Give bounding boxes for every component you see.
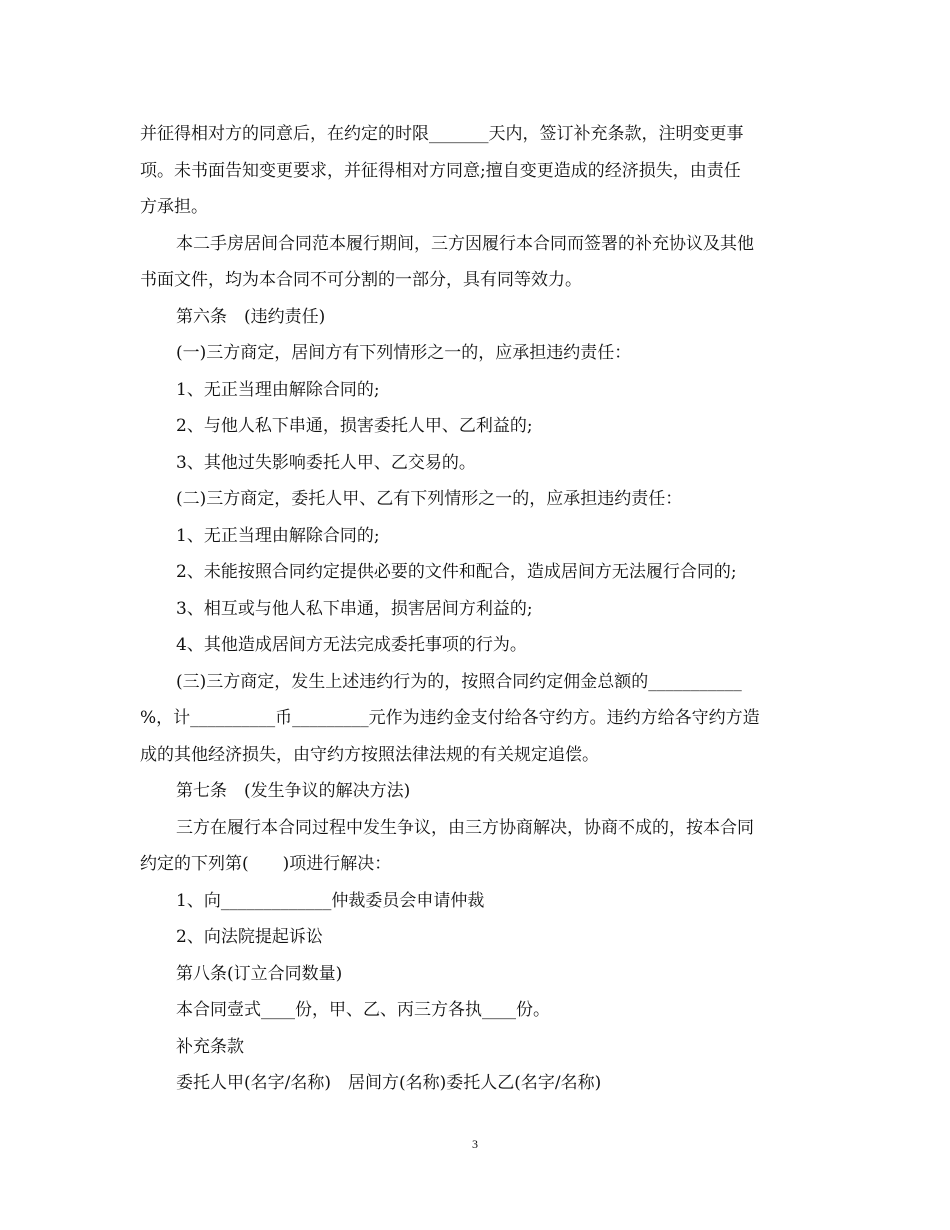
- text-line: (三)三方商定，发生上述违约行为的，按照合同约定佣金总额的___________: [176, 671, 742, 692]
- text-line: 书面文件，均为本合同不可分割的一部分，具有同等效力。: [140, 270, 582, 290]
- text-line: 三方在履行本合同过程中发生争议，由三方协商解决，协商不成的，按本合同: [176, 817, 754, 838]
- list-item: 3、相互或与他人私下串通，损害居间方利益的;: [176, 598, 533, 619]
- list-item: 1、无正当理由解除合同的;: [176, 525, 380, 546]
- text-line: 约定的下列第( )项进行解决：: [140, 854, 392, 874]
- text-line: 本合同壹式____份，甲、乙、丙三方各执____份。: [176, 1000, 550, 1020]
- text-line: 方承担。: [140, 197, 208, 217]
- text-line: (一)三方商定，居间方有下列情形之一的，应承担违约责任：: [176, 343, 632, 363]
- text-line: 项。未书面告知变更要求，并征得相对方同意;擅自变更造成的经济损失，由责任: [140, 160, 741, 181]
- list-item: 4、其他造成居间方无法完成委托事项的行为。: [176, 635, 527, 655]
- text-line: 并征得相对方的同意后，在约定的时限_______天内，签订补充条款，注明变更事: [140, 124, 744, 144]
- list-item: 1、无正当理由解除合同的;: [176, 379, 380, 400]
- text-line: 成的其他经济损失，由守约方按照法律法规的有关规定追偿。: [140, 744, 599, 765]
- document-body: [140, 116, 830, 1102]
- page-number: 3: [472, 1137, 478, 1151]
- list-item: 2、与他人私下串通，损害委托人甲、乙利益的;: [176, 416, 533, 436]
- list-item: 2、向法院提起诉讼: [176, 927, 323, 947]
- supplementary-terms-heading: 补充条款: [176, 1036, 244, 1057]
- list-item: 2、未能按照合同约定提供必要的文件和配合，造成居间方无法履行合同的;: [176, 562, 737, 582]
- list-item: 3、其他过失影响委托人甲、乙交易的。: [176, 452, 476, 473]
- text-line: (二)三方商定，委托人甲、乙有下列情形之一的，应承担违约责任：: [176, 489, 683, 509]
- text-line: %，计__________币_________元作为违约金支付给各守约方。违约方给各守约方造: [140, 708, 760, 728]
- signature-parties-line: 委托人甲(名字/名称) 居间方(名称)委托人乙(名字/名称): [176, 1073, 602, 1093]
- article-six-heading: 第六条 (违约责任): [176, 306, 326, 327]
- list-item: 1、向_____________仲裁委员会申请仲裁: [176, 890, 485, 911]
- text-line: 本二手房居间合同范本履行期间，三方因履行本合同而签署的补充协议及其他: [176, 233, 754, 254]
- article-seven-heading: 第七条 (发生争议的解决方法): [176, 781, 411, 801]
- article-eight-heading: 第八条(订立合同数量): [176, 963, 343, 984]
